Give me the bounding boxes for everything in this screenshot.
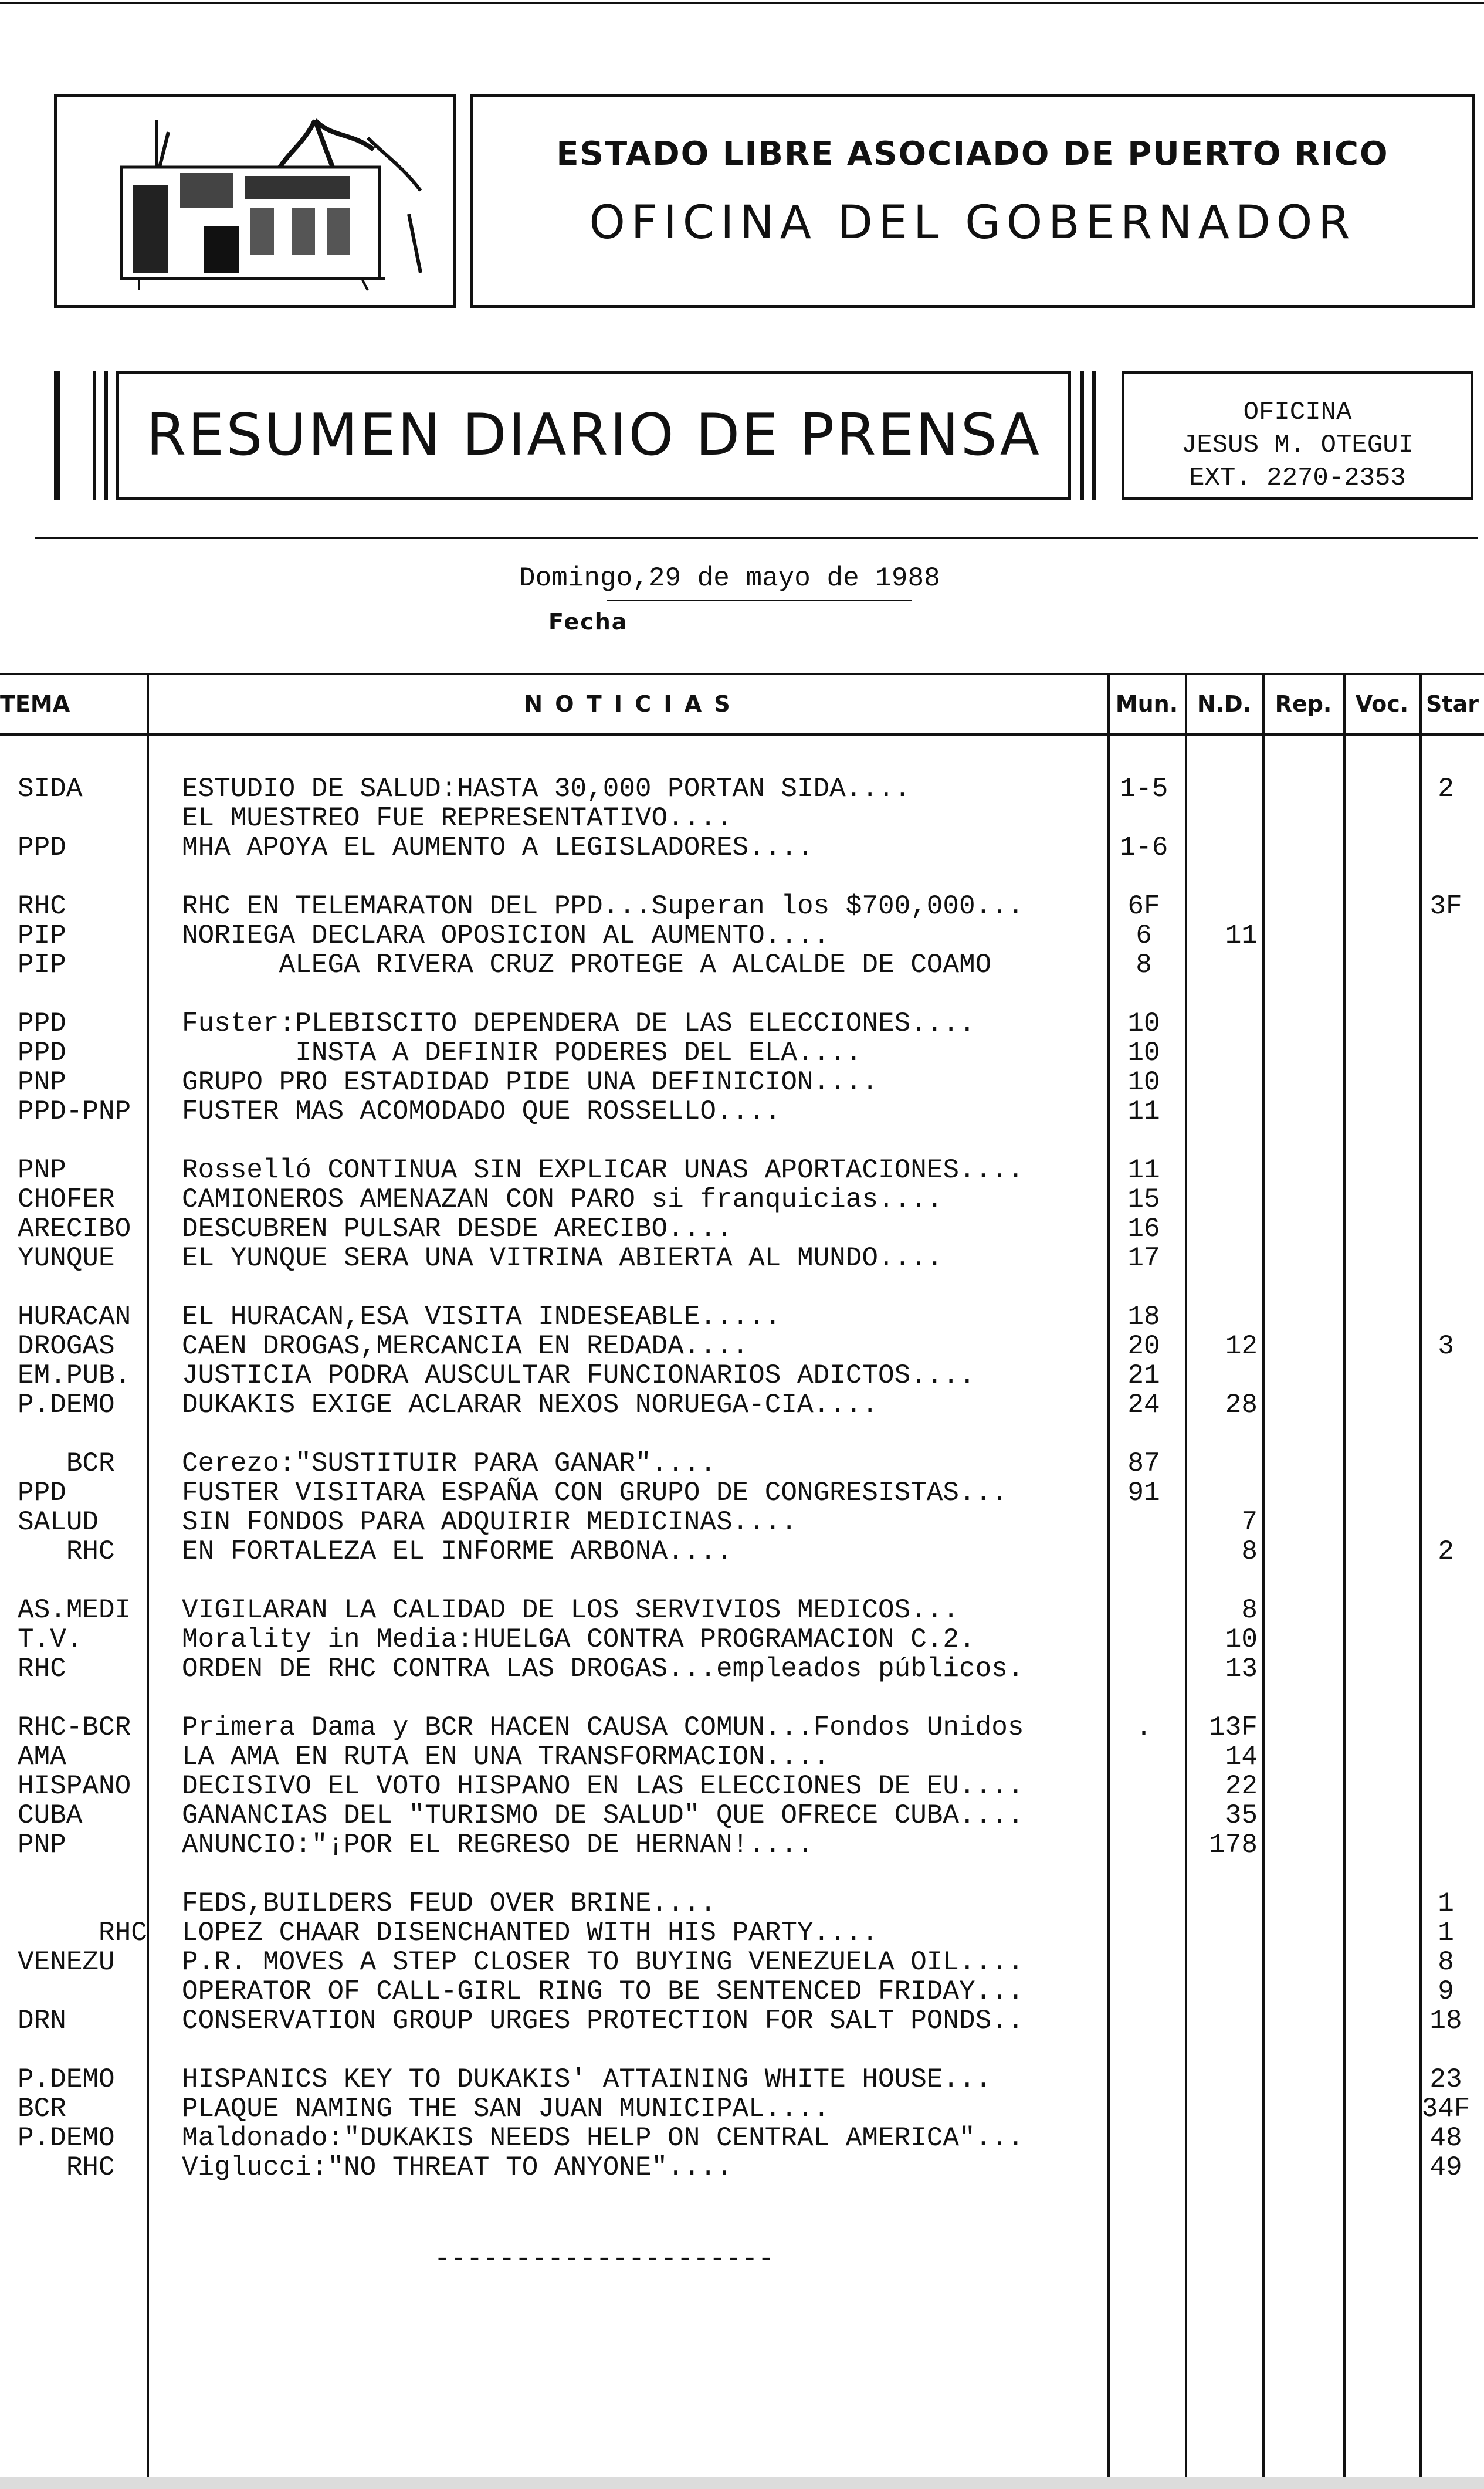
row-tema: PIP	[18, 920, 66, 951]
table-top-rule	[0, 673, 1484, 675]
row-noticia: Viglucci:"NO THREAT TO ANYONE"....	[182, 2152, 733, 2183]
row-mun: 6	[1136, 920, 1152, 951]
row-noticia: LA AMA EN RUTA EN UNA TRANSFORMACION....	[182, 1742, 830, 1772]
row-tema: HISPANO	[18, 1771, 131, 1801]
row-star: 3	[1438, 1331, 1454, 1362]
row-noticia: Cerezo:"SUSTITUIR PARA GANAR"....	[182, 1448, 716, 1479]
row-star: 8	[1438, 1947, 1454, 1977]
col-header-star: Star	[1426, 691, 1479, 717]
row-noticia: LOPEZ CHAAR DISENCHANTED WITH HIS PARTY....	[182, 1918, 878, 1948]
row-noticia: PLAQUE NAMING THE SAN JUAN MUNICIPAL....	[182, 2094, 830, 2124]
row-noticia: Primera Dama y BCR HACEN CAUSA COMUN...Fondos Unidos	[182, 1712, 1024, 1743]
row-noticia: RHC EN TELEMARATON DEL PPD...Superan los $700,000...	[182, 891, 1024, 922]
row-mun: 11	[1127, 1096, 1160, 1127]
row-tema: AS.MEDI	[18, 1595, 131, 1626]
row-noticia: EL MUESTREO FUE REPRESENTATIVO....	[182, 803, 733, 834]
col-header-mun: Mun.	[1115, 691, 1178, 717]
col-divider-rep	[1343, 673, 1346, 2480]
row-noticia: EN FORTALEZA EL INFORME ARBONA....	[182, 1536, 733, 1567]
row-tema: BCR	[18, 1448, 115, 1479]
row-noticia: FUSTER VISITARA ESPAÑA CON GRUPO DE CONGRESISTAS...	[182, 1478, 1008, 1508]
row-noticia: CAEN DROGAS,MERCANCIA EN REDADA....	[182, 1331, 749, 1362]
row-noticia: DECISIVO EL VOTO HISPANO EN LAS ELECCIONES DE EU....	[182, 1771, 1024, 1801]
row-mun: 10	[1127, 1038, 1160, 1068]
row-nd: 7	[1241, 1507, 1258, 1538]
date-text: Domingo,29 de mayo de 1988	[519, 563, 940, 594]
row-tema: SALUD	[18, 1507, 99, 1538]
row-nd: 35	[1225, 1800, 1258, 1831]
row-star: 3F	[1429, 891, 1462, 922]
title-right-bar-1	[1080, 371, 1084, 500]
title-left-bar-2	[93, 371, 96, 500]
logo-box	[54, 94, 456, 308]
footer-dashed-rule: ---------------------	[434, 2244, 774, 2274]
col-divider-nd	[1262, 673, 1265, 2480]
title-left-bar-1	[54, 371, 60, 500]
row-tema: RHC	[18, 1654, 66, 1684]
row-noticia: INSTA A DEFINIR PODERES DEL ELA....	[182, 1038, 862, 1068]
row-noticia: DESCUBREN PULSAR DESDE ARECIBO....	[182, 1214, 733, 1244]
row-tema: PNP	[18, 1067, 66, 1098]
row-noticia: DUKAKIS EXIGE ACLARAR NEXOS NORUEGA-CIA....	[182, 1390, 878, 1420]
row-tema: PPD	[18, 1008, 66, 1039]
row-tema: DRN	[18, 2006, 66, 2036]
title-left-bar-3	[104, 371, 108, 500]
row-nd: 11	[1225, 920, 1258, 951]
row-tema: PNP	[18, 1155, 66, 1186]
row-tema: DROGAS	[18, 1331, 115, 1362]
row-noticia: SIN FONDOS PARA ADQUIRIR MEDICINAS....	[182, 1507, 797, 1538]
row-mun: 10	[1127, 1008, 1160, 1039]
row-star: 2	[1438, 1536, 1454, 1567]
col-header-nd: N.D.	[1197, 691, 1252, 717]
row-noticia: ANUNCIO:"¡POR EL REGRESO DE HERNAN!....	[182, 1830, 814, 1860]
table-header-rule	[0, 733, 1484, 736]
row-nd: 22	[1225, 1771, 1258, 1801]
row-mun: 10	[1127, 1067, 1160, 1098]
row-tema: P.DEMO	[18, 1390, 115, 1420]
row-tema: CUBA	[18, 1800, 83, 1831]
row-noticia: GANANCIAS DEL "TURISMO DE SALUD" QUE OFRECE CUBA....	[182, 1800, 1024, 1831]
row-mun: 21	[1127, 1360, 1160, 1391]
row-mun: 17	[1127, 1243, 1160, 1274]
row-tema: P.DEMO	[18, 2123, 115, 2153]
row-mun: 24	[1127, 1390, 1160, 1420]
row-nd: 12	[1225, 1331, 1258, 1362]
col-divider-mun	[1185, 673, 1187, 2480]
row-mun: 1-6	[1119, 832, 1168, 863]
row-tema: CHOFER	[18, 1184, 115, 1215]
row-tema: PIP	[18, 950, 66, 980]
row-noticia: EL YUNQUE SERA UNA VITRINA ABIERTA AL MUNDO....	[182, 1243, 943, 1274]
row-star: 1	[1438, 1888, 1454, 1919]
col-divider-noticias	[1107, 673, 1110, 2480]
row-tema: RHC	[18, 1536, 115, 1567]
row-noticia: CONSERVATION GROUP URGES PROTECTION FOR SALT PONDS..	[182, 2006, 1024, 2036]
row-tema: RHC	[18, 891, 66, 922]
office-line-2: JESUS M. OTEGUI	[1181, 431, 1414, 460]
row-noticia: Morality in Media:HUELGA CONTRA PROGRAMACION C.2.	[182, 1624, 975, 1655]
row-tema: VENEZU	[18, 1947, 115, 1977]
col-header-tema: TEMA	[0, 691, 70, 717]
row-noticia: FEDS,BUILDERS FEUD OVER BRINE....	[182, 1888, 716, 1919]
row-nd: 8	[1241, 1595, 1258, 1626]
row-tema: EM.PUB.	[18, 1360, 131, 1391]
row-tema: RHC	[18, 2152, 115, 2183]
row-tema: SIDA	[18, 774, 83, 804]
row-noticia: NORIEGA DECLARA OPOSICION AL AUMENTO....	[182, 920, 830, 951]
office-line-1: OFICINA	[1243, 398, 1352, 427]
row-noticia: Maldonado:"DUKAKIS NEEDS HELP ON CENTRAL AMERICA"...	[182, 2123, 1024, 2153]
row-tema: AMA	[18, 1742, 66, 1772]
col-divider-voc	[1419, 673, 1422, 2480]
row-noticia: MHA APOYA EL AUMENTO A LEGISLADORES....	[182, 832, 814, 863]
agency-box	[470, 94, 1475, 308]
office-box	[1122, 371, 1473, 500]
row-noticia: FUSTER MAS ACOMODADO QUE ROSSELLO....	[182, 1096, 781, 1127]
row-star: 9	[1438, 1976, 1454, 2007]
row-noticia: CAMIONEROS AMENAZAN CON PARO si franquicias....	[182, 1184, 943, 1215]
row-star: 23	[1429, 2064, 1462, 2095]
row-mun: 15	[1127, 1184, 1160, 1215]
row-mun: 18	[1127, 1302, 1160, 1332]
row-mun: 6F	[1127, 891, 1160, 922]
row-nd: 13	[1225, 1654, 1258, 1684]
row-star: 18	[1429, 2006, 1462, 2036]
row-tema: P.DEMO	[18, 2064, 115, 2095]
row-star: 49	[1429, 2152, 1462, 2183]
bottom-edge-strip	[0, 2477, 1484, 2489]
title-right-bar-2	[1092, 371, 1096, 500]
row-tema: PPD-PNP	[18, 1096, 131, 1127]
row-noticia: HISPANICS KEY TO DUKAKIS' ATTAINING WHITE HOUSE...	[182, 2064, 992, 2095]
col-header-rep: Rep.	[1275, 691, 1332, 717]
row-tema: ARECIBO	[18, 1214, 131, 1244]
row-mun: 16	[1127, 1214, 1160, 1244]
row-noticia: Rosselló CONTINUA SIN EXPLICAR UNAS APORTACIONES....	[182, 1155, 1024, 1186]
row-tema: RHC-BCR	[18, 1712, 131, 1743]
row-noticia: JUSTICIA PODRA AUSCULTAR FUNCIONARIOS ADICTOS....	[182, 1360, 975, 1391]
top-edge-line	[0, 2, 1484, 4]
row-tema: YUNQUE	[18, 1243, 115, 1274]
title-box	[116, 371, 1071, 500]
office-line-3: EXT. 2270-2353	[1189, 463, 1406, 493]
row-nd: 13F	[1209, 1712, 1258, 1743]
agency-line1: ESTADO LIBRE ASOCIADO DE PUERTO RICO	[556, 135, 1389, 173]
row-mun: 1-5	[1119, 774, 1168, 804]
row-mun: 8	[1136, 950, 1152, 980]
row-star: 48	[1429, 2123, 1462, 2153]
row-nd: 28	[1225, 1390, 1258, 1420]
page-title: RESUMEN DIARIO DE PRENSA	[146, 402, 1041, 469]
row-noticia: ESTUDIO DE SALUD:HASTA 30,000 PORTAN SIDA....	[182, 774, 911, 804]
row-noticia: VIGILARAN LA CALIDAD DE LOS SERVIVIOS MEDICOS...	[182, 1595, 960, 1626]
row-noticia: EL HURACAN,ESA VISITA INDESEABLE.....	[182, 1302, 781, 1332]
row-star: 34F	[1421, 2094, 1471, 2124]
row-noticia: OPERATOR OF CALL-GIRL RING TO BE SENTENCED FRIDAY...	[182, 1976, 1024, 2007]
row-mun: 91	[1127, 1478, 1160, 1508]
col-header-noticias: N O T I C I A S	[524, 691, 733, 717]
date-underline	[607, 600, 912, 601]
row-tema: PNP	[18, 1830, 66, 1860]
row-tema: BCR	[18, 2094, 66, 2124]
agency-line2: OFICINA DEL GOBERNADOR	[589, 197, 1356, 249]
row-nd: 8	[1241, 1536, 1258, 1567]
row-nd: 10	[1225, 1624, 1258, 1655]
row-tema: PPD	[18, 1478, 66, 1508]
row-tema: T.V.	[18, 1624, 83, 1655]
row-mun: 20	[1127, 1331, 1160, 1362]
col-header-voc: Voc.	[1355, 691, 1409, 717]
row-noticia: ORDEN DE RHC CONTRA LAS DROGAS...empleados públicos.	[182, 1654, 1024, 1684]
row-noticia: GRUPO PRO ESTADIDAD PIDE UNA DEFINICION....	[182, 1067, 878, 1098]
row-mun: .	[1136, 1712, 1152, 1743]
row-nd: 178	[1209, 1830, 1258, 1860]
row-tema: PPD	[18, 1038, 66, 1068]
date-label: Fecha	[548, 609, 628, 635]
row-star: 2	[1438, 774, 1454, 804]
row-tema: RHC	[18, 1918, 147, 1948]
row-noticia: Fuster:PLEBISCITO DEPENDERA DE LAS ELECCIONES....	[182, 1008, 975, 1039]
row-tema: PPD	[18, 832, 66, 863]
row-tema: HURACAN	[18, 1302, 131, 1332]
fortaleza-building-logo	[57, 97, 453, 305]
row-mun: 11	[1127, 1155, 1160, 1186]
row-star: 1	[1438, 1918, 1454, 1948]
row-nd: 14	[1225, 1742, 1258, 1772]
row-noticia: ALEGA RIVERA CRUZ PROTEGE A ALCALDE DE COAMO	[182, 950, 992, 980]
header-separator	[35, 537, 1478, 539]
row-mun: 87	[1127, 1448, 1160, 1479]
row-noticia: P.R. MOVES A STEP CLOSER TO BUYING VENEZUELA OIL....	[182, 1947, 1024, 1977]
